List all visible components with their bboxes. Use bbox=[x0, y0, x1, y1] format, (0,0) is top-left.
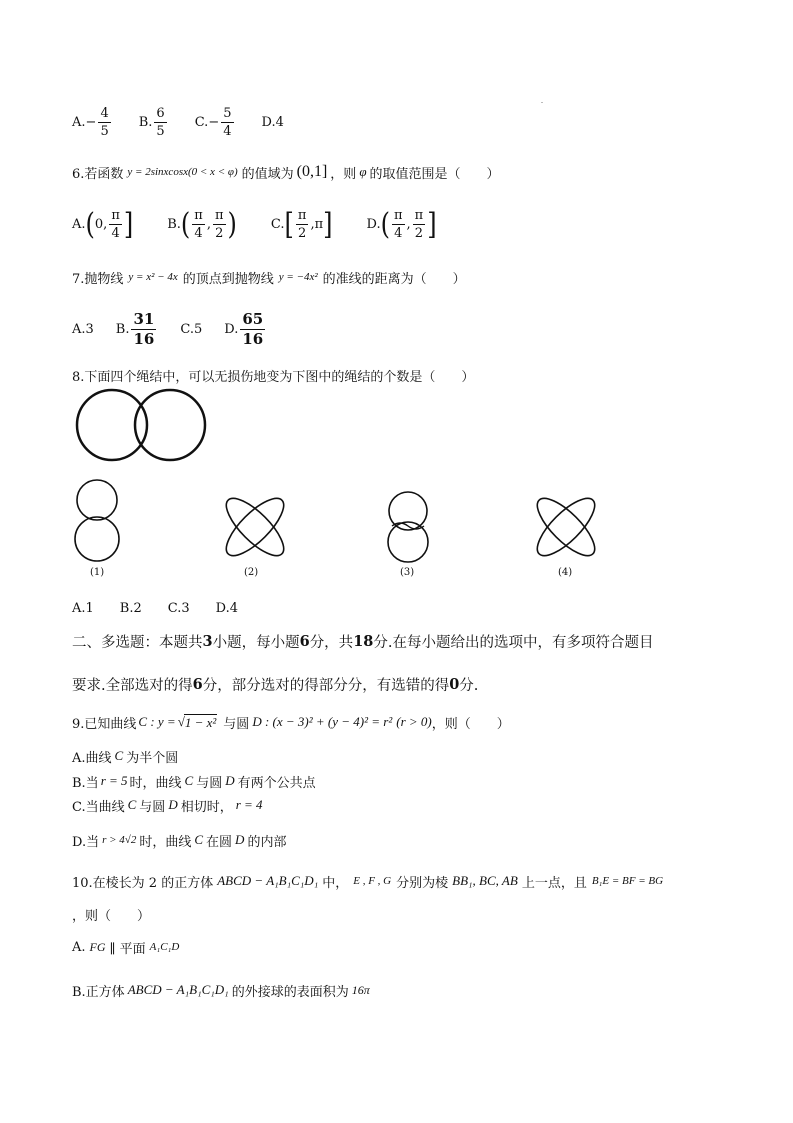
section2-instructions-line1: 二、多选题：本题共 3 小题，每小题 6 分，共 18 分.在每小题给出的选项中，有多项符合题目 bbox=[72, 632, 654, 651]
q6-options bbox=[72, 202, 463, 246]
q8-knot-2-figure bbox=[215, 490, 295, 565]
q7-curve-2: y = −4x² bbox=[278, 271, 318, 283]
q6-stem: 6.若函数 y = 2sinxcosx(0 < x < φ) 的值域为 (0,1] ，则 φ 的取值范围是（ ） bbox=[72, 163, 500, 182]
q8-options: A.1 B.2 C.3 D.4 bbox=[72, 600, 238, 616]
q5-option-b: B. $\frac{6}{5}$ bbox=[138, 105, 165, 139]
q7-option-d: D. $\frac{65}{16}$ bbox=[224, 309, 264, 348]
q7-stem: 7.抛物线 y = x² − 4x 的顶点到抛物线 y = −4x² 的准线的距离为（ ） bbox=[72, 271, 466, 287]
q7-options bbox=[72, 307, 293, 351]
q9-option-b: B.当 r = 5 时，曲线 C 与圆 D 有两个公共点 bbox=[72, 773, 316, 791]
section2-instructions-line2: 要求.全部选对的得 6 分，部分选对的得部分分，有选错的得 0 分. bbox=[72, 675, 479, 694]
q8-reference-knot-figure bbox=[70, 385, 220, 467]
q7-curve-1: y = x² − 4x bbox=[128, 271, 178, 283]
q8-caption-4: (4) bbox=[558, 567, 573, 578]
q9-option-c: C.当曲线 C 与圆 D 相切时， r = 4 bbox=[72, 797, 263, 815]
fraction: $\frac{4}{5}$ bbox=[100, 105, 109, 139]
fraction: $\frac{6}{5}$ bbox=[156, 105, 165, 139]
q8-knot-1-figure bbox=[70, 478, 125, 568]
q8-caption-2: (2) bbox=[244, 567, 259, 578]
q8-caption-3: (3) bbox=[400, 567, 415, 578]
q5-option-a: A. − $\frac{4}{5}$ bbox=[72, 105, 109, 139]
q7-option-b: B. $\frac{31}{16}$ bbox=[115, 309, 155, 348]
scan-speck bbox=[541, 102, 543, 103]
q6-option-b: B. ( $\frac{\pi}{4}$ , $\frac{\pi}{2}$ ) bbox=[167, 206, 237, 242]
q8-stem: 8.下面四个绳结中，可以无损伤地变为下图中的绳结的个数是（ ） bbox=[72, 369, 475, 385]
q9-curve-c: C : y = bbox=[138, 714, 176, 729]
q5-options bbox=[72, 100, 310, 144]
q9-stem: 9.已知曲线 C : y = √ 1 − x² 与圆 D : (x − 3)² + (y − 4)² = r² (r > 0) ，则（ ） bbox=[72, 714, 510, 732]
q10-option-a: A. FG ∥ 平面 A₁C₁D bbox=[72, 939, 180, 957]
q8-knot-3-figure bbox=[382, 490, 434, 565]
q7-option-c: C.5 bbox=[180, 321, 203, 337]
q8-caption-1: (1) bbox=[90, 567, 105, 578]
q6-option-a: A. ( 0, $\frac{\pi}{4}$ ] bbox=[72, 206, 134, 242]
q10-cube: ABCD − A₁B₁C₁D₁ bbox=[217, 873, 319, 888]
q5-option-c: C. − $\frac{5}{4}$ bbox=[194, 105, 232, 139]
q6-option-d: D. ( $\frac{\pi}{4}$ , $\frac{\pi}{2}$ ] bbox=[366, 206, 437, 242]
q10-stem: 10.在棱长为 2 的正方体 ABCD − A₁B₁C₁D₁ 中， E , F , G 分别为棱 BB₁, BC, AB 上一点，且 B₁E = BF = BG bbox=[72, 873, 664, 891]
q6-range: (0,1] bbox=[296, 163, 328, 180]
q9-circle-d: D : (x − 3)² + (y − 4)² = r² bbox=[252, 714, 393, 729]
q10-stem-cont: ，则（ ） bbox=[72, 908, 151, 924]
q5-option-d: D.4 bbox=[261, 114, 284, 130]
q8-knot-4-figure bbox=[526, 490, 606, 565]
q6-function: y = 2sinxcosx(0 < x < φ) bbox=[127, 166, 238, 178]
q7-option-a: A.3 bbox=[72, 321, 94, 337]
q10-option-b: B.正方体 ABCD − A₁B₁C₁D₁ 的外接球的表面积为 16π bbox=[72, 982, 370, 1000]
q6-option-c: C. [ $\frac{\pi}{2}$ , π ] bbox=[270, 206, 333, 242]
q9-option-d: D.当 r > 4√2 时，曲线 C 在圆 D 的内部 bbox=[72, 832, 287, 850]
fraction: $\frac{5}{4}$ bbox=[223, 105, 232, 139]
q9-option-a: A.曲线 C 为半个圆 bbox=[72, 748, 179, 766]
